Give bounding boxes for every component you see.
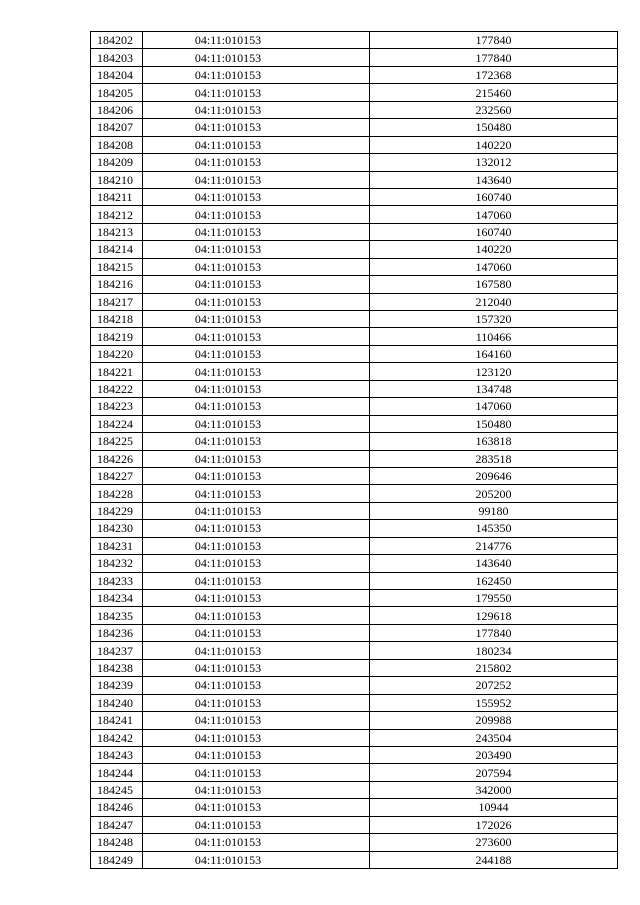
table-row (91, 485, 618, 502)
table-row (91, 415, 618, 432)
table-row (91, 433, 618, 450)
row-amount-cell: 179550 (370, 590, 618, 607)
row-amount-cell: 123120 (370, 363, 618, 380)
row-code-cell: 04:11:010153 (143, 467, 370, 484)
table-row (91, 555, 618, 572)
row-amount-cell: 164160 (370, 345, 618, 362)
table-row (91, 398, 618, 415)
row-id-cell: 184217 (91, 293, 143, 310)
table-row (91, 293, 618, 310)
row-code-cell: 04:11:010153 (143, 84, 370, 101)
row-amount-cell: 147060 (370, 398, 618, 415)
row-amount-cell: 214776 (370, 537, 618, 554)
row-id-cell: 184227 (91, 467, 143, 484)
row-code-cell: 04:11:010153 (143, 590, 370, 607)
data-table (90, 31, 618, 869)
row-id-cell: 184218 (91, 311, 143, 328)
table-row (91, 659, 618, 676)
row-code-cell: 04:11:010153 (143, 32, 370, 49)
row-id-cell: 184238 (91, 659, 143, 676)
table-row (91, 206, 618, 223)
row-code-cell: 04:11:010153 (143, 712, 370, 729)
row-code-cell: 04:11:010153 (143, 433, 370, 450)
row-amount-cell: 134748 (370, 380, 618, 397)
row-code-cell: 04:11:010153 (143, 729, 370, 746)
row-code-cell: 04:11:010153 (143, 520, 370, 537)
table-row (91, 642, 618, 659)
row-amount-cell: 273600 (370, 834, 618, 851)
table-row (91, 328, 618, 345)
row-code-cell: 04:11:010153 (143, 49, 370, 66)
row-amount-cell: 129618 (370, 607, 618, 624)
row-amount-cell: 209646 (370, 467, 618, 484)
row-id-cell: 184211 (91, 188, 143, 205)
row-id-cell: 184214 (91, 241, 143, 258)
row-id-cell: 184239 (91, 677, 143, 694)
row-id-cell: 184209 (91, 154, 143, 171)
row-id-cell: 184204 (91, 66, 143, 83)
table-row (91, 851, 618, 868)
row-id-cell: 184203 (91, 49, 143, 66)
row-id-cell: 184207 (91, 119, 143, 136)
row-amount-cell: 99180 (370, 502, 618, 519)
row-id-cell: 184231 (91, 537, 143, 554)
row-code-cell: 04:11:010153 (143, 502, 370, 519)
row-id-cell: 184202 (91, 32, 143, 49)
row-id-cell: 184215 (91, 258, 143, 275)
table-row (91, 363, 618, 380)
row-id-cell: 184249 (91, 851, 143, 868)
table-row (91, 834, 618, 851)
row-id-cell: 184228 (91, 485, 143, 502)
row-code-cell: 04:11:010153 (143, 415, 370, 432)
data-table-body (91, 32, 618, 869)
table-row (91, 380, 618, 397)
row-id-cell: 184213 (91, 223, 143, 240)
row-amount-cell: 167580 (370, 276, 618, 293)
row-code-cell: 04:11:010153 (143, 781, 370, 798)
row-code-cell: 04:11:010153 (143, 642, 370, 659)
row-id-cell: 184223 (91, 398, 143, 415)
table-row (91, 450, 618, 467)
table-row (91, 624, 618, 641)
row-id-cell: 184222 (91, 380, 143, 397)
row-amount-cell: 145350 (370, 520, 618, 537)
row-id-cell: 184208 (91, 136, 143, 153)
row-amount-cell: 147060 (370, 206, 618, 223)
row-amount-cell: 180234 (370, 642, 618, 659)
table-row (91, 345, 618, 362)
row-id-cell: 184241 (91, 712, 143, 729)
row-code-cell: 04:11:010153 (143, 746, 370, 763)
row-code-cell: 04:11:010153 (143, 119, 370, 136)
row-id-cell: 184243 (91, 746, 143, 763)
row-amount-cell: 342000 (370, 781, 618, 798)
table-row (91, 311, 618, 328)
table-row (91, 66, 618, 83)
row-id-cell: 184245 (91, 781, 143, 798)
row-id-cell: 184205 (91, 84, 143, 101)
row-amount-cell: 10944 (370, 799, 618, 816)
row-amount-cell: 140220 (370, 136, 618, 153)
row-amount-cell: 209988 (370, 712, 618, 729)
table-row (91, 241, 618, 258)
row-id-cell: 184221 (91, 363, 143, 380)
table-row (91, 799, 618, 816)
row-id-cell: 184236 (91, 624, 143, 641)
table-row (91, 119, 618, 136)
row-code-cell: 04:11:010153 (143, 834, 370, 851)
row-code-cell: 04:11:010153 (143, 764, 370, 781)
row-code-cell: 04:11:010153 (143, 276, 370, 293)
row-amount-cell: 160740 (370, 188, 618, 205)
table-row (91, 712, 618, 729)
row-code-cell: 04:11:010153 (143, 223, 370, 240)
row-code-cell: 04:11:010153 (143, 311, 370, 328)
row-code-cell: 04:11:010153 (143, 241, 370, 258)
row-code-cell: 04:11:010153 (143, 380, 370, 397)
table-row (91, 223, 618, 240)
row-amount-cell: 147060 (370, 258, 618, 275)
row-amount-cell: 283518 (370, 450, 618, 467)
row-id-cell: 184246 (91, 799, 143, 816)
row-id-cell: 184232 (91, 555, 143, 572)
row-code-cell: 04:11:010153 (143, 555, 370, 572)
row-code-cell: 04:11:010153 (143, 450, 370, 467)
table-row (91, 746, 618, 763)
table-row (91, 729, 618, 746)
row-id-cell: 184240 (91, 694, 143, 711)
table-row (91, 816, 618, 833)
row-code-cell: 04:11:010153 (143, 677, 370, 694)
table-row (91, 154, 618, 171)
row-amount-cell: 157320 (370, 311, 618, 328)
row-amount-cell: 205200 (370, 485, 618, 502)
row-id-cell: 184210 (91, 171, 143, 188)
row-amount-cell: 143640 (370, 555, 618, 572)
table-row (91, 84, 618, 101)
row-amount-cell: 150480 (370, 415, 618, 432)
row-code-cell: 04:11:010153 (143, 398, 370, 415)
row-code-cell: 04:11:010153 (143, 851, 370, 868)
row-amount-cell: 160740 (370, 223, 618, 240)
table-row (91, 607, 618, 624)
row-code-cell: 04:11:010153 (143, 66, 370, 83)
row-code-cell: 04:11:010153 (143, 188, 370, 205)
row-amount-cell: 177840 (370, 624, 618, 641)
row-code-cell: 04:11:010153 (143, 345, 370, 362)
row-id-cell: 184216 (91, 276, 143, 293)
row-amount-cell: 212040 (370, 293, 618, 310)
table-row (91, 781, 618, 798)
table-row (91, 572, 618, 589)
row-amount-cell: 243504 (370, 729, 618, 746)
row-amount-cell: 177840 (370, 49, 618, 66)
row-id-cell: 184224 (91, 415, 143, 432)
row-id-cell: 184248 (91, 834, 143, 851)
table-row (91, 590, 618, 607)
row-code-cell: 04:11:010153 (143, 258, 370, 275)
row-amount-cell: 207594 (370, 764, 618, 781)
table-row (91, 520, 618, 537)
row-id-cell: 184229 (91, 502, 143, 519)
row-amount-cell: 215802 (370, 659, 618, 676)
row-code-cell: 04:11:010153 (143, 136, 370, 153)
row-id-cell: 184212 (91, 206, 143, 223)
row-id-cell: 184206 (91, 101, 143, 118)
row-amount-cell: 162450 (370, 572, 618, 589)
table-row (91, 188, 618, 205)
row-code-cell: 04:11:010153 (143, 328, 370, 345)
row-code-cell: 04:11:010153 (143, 624, 370, 641)
table-row (91, 136, 618, 153)
row-code-cell: 04:11:010153 (143, 154, 370, 171)
row-code-cell: 04:11:010153 (143, 537, 370, 554)
row-amount-cell: 172368 (370, 66, 618, 83)
row-id-cell: 184244 (91, 764, 143, 781)
row-amount-cell: 215460 (370, 84, 618, 101)
table-row (91, 32, 618, 49)
row-id-cell: 184234 (91, 590, 143, 607)
row-code-cell: 04:11:010153 (143, 101, 370, 118)
row-id-cell: 184220 (91, 345, 143, 362)
row-amount-cell: 110466 (370, 328, 618, 345)
row-amount-cell: 203490 (370, 746, 618, 763)
row-amount-cell: 132012 (370, 154, 618, 171)
row-id-cell: 184242 (91, 729, 143, 746)
row-code-cell: 04:11:010153 (143, 363, 370, 380)
table-row (91, 49, 618, 66)
table-row (91, 677, 618, 694)
row-id-cell: 184247 (91, 816, 143, 833)
row-code-cell: 04:11:010153 (143, 659, 370, 676)
table-row (91, 694, 618, 711)
table-row (91, 101, 618, 118)
row-code-cell: 04:11:010153 (143, 816, 370, 833)
row-amount-cell: 155952 (370, 694, 618, 711)
row-amount-cell: 150480 (370, 119, 618, 136)
row-code-cell: 04:11:010153 (143, 293, 370, 310)
row-code-cell: 04:11:010153 (143, 206, 370, 223)
row-code-cell: 04:11:010153 (143, 799, 370, 816)
table-row (91, 764, 618, 781)
row-code-cell: 04:11:010153 (143, 171, 370, 188)
table-row (91, 258, 618, 275)
row-amount-cell: 163818 (370, 433, 618, 450)
table-row (91, 537, 618, 554)
row-amount-cell: 143640 (370, 171, 618, 188)
row-id-cell: 184237 (91, 642, 143, 659)
row-id-cell: 184235 (91, 607, 143, 624)
table-row (91, 467, 618, 484)
row-amount-cell: 172026 (370, 816, 618, 833)
row-id-cell: 184230 (91, 520, 143, 537)
row-id-cell: 184225 (91, 433, 143, 450)
row-amount-cell: 177840 (370, 32, 618, 49)
row-amount-cell: 232560 (370, 101, 618, 118)
table-row (91, 502, 618, 519)
row-code-cell: 04:11:010153 (143, 572, 370, 589)
row-amount-cell: 244188 (370, 851, 618, 868)
table-row (91, 171, 618, 188)
row-id-cell: 184226 (91, 450, 143, 467)
row-code-cell: 04:11:010153 (143, 485, 370, 502)
row-amount-cell: 207252 (370, 677, 618, 694)
row-code-cell: 04:11:010153 (143, 694, 370, 711)
row-code-cell: 04:11:010153 (143, 607, 370, 624)
row-id-cell: 184219 (91, 328, 143, 345)
row-amount-cell: 140220 (370, 241, 618, 258)
row-id-cell: 184233 (91, 572, 143, 589)
table-row (91, 276, 618, 293)
